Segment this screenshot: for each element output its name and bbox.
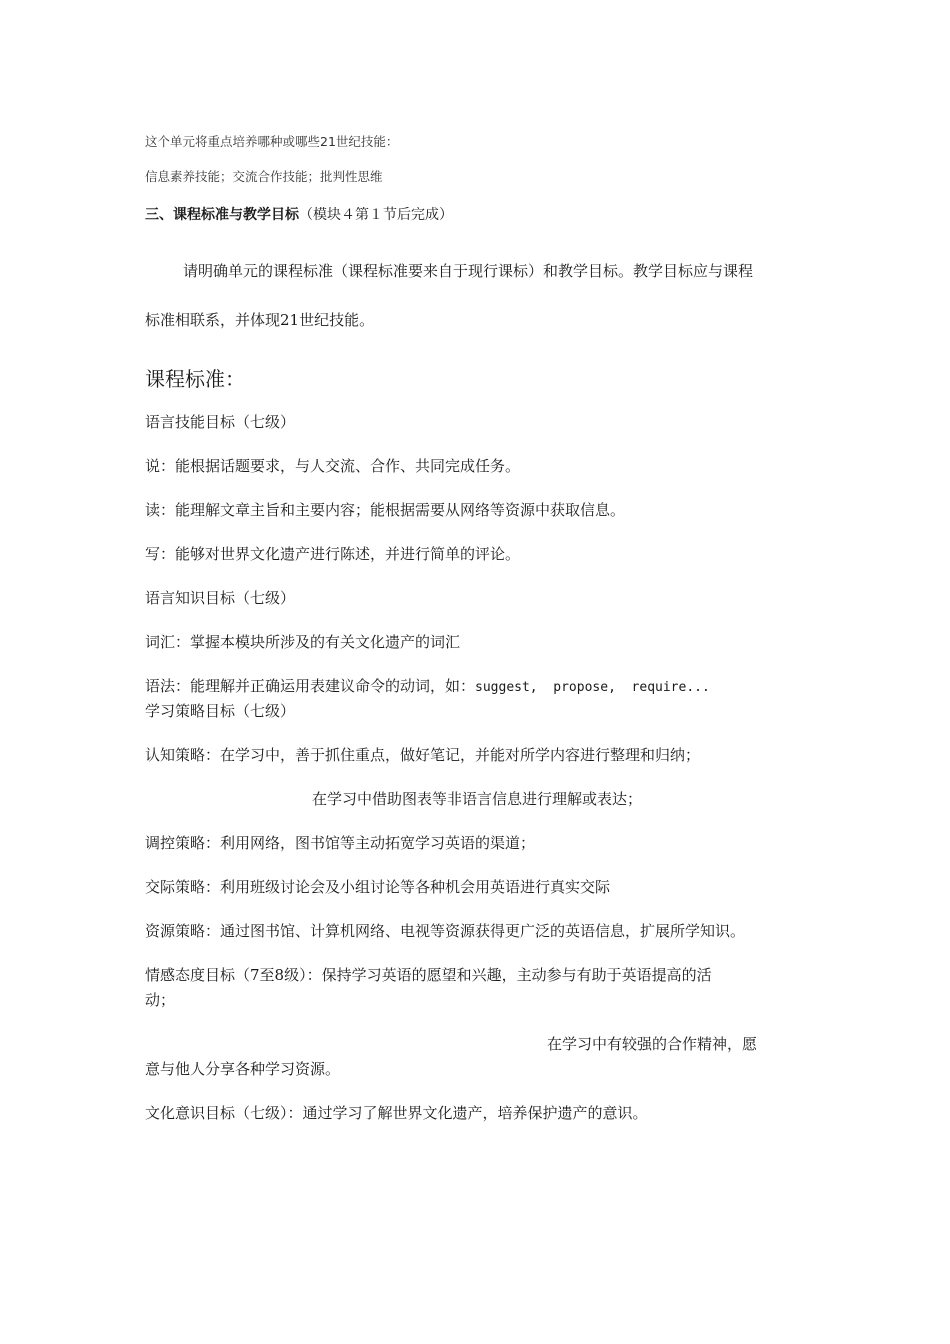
cognitive-strategy-1: 认知策略：在学习中，善于抓住重点，做好笔记，并能对所学内容进行整理和归纳；: [145, 746, 701, 764]
standards-heading: 课程标准：: [145, 367, 245, 391]
affect-goal-line-1: 情感态度目标（7至8级）：保持学习英语的愿望和兴趣，主动参与有助于英语提高的活: [145, 966, 712, 984]
cognitive-strategy-2: 在学习中借助图表等非语言信息进行理解或表达；: [312, 790, 643, 808]
grammar-goal: [145, 676, 710, 698]
vocabulary-goal: 词汇：掌握本模块所涉及的有关文化遗产的词汇: [145, 633, 461, 651]
learning-strategies-title: 学习策略目标（七级）: [145, 702, 296, 720]
speaking-goal: 说：能根据话题要求，与人交流、合作、共同完成任务。: [145, 457, 521, 475]
grammar-examples: suggest, propose, require...: [475, 680, 710, 695]
communicative-strategy: 交际策略：利用班级讨论会及小组讨论等各种机会用英语进行真实交际: [145, 878, 611, 896]
section-heading: [145, 205, 453, 225]
section-note: （模块４第１节后完成）: [299, 207, 453, 223]
grammar-prefix: 语法：能理解并正确运用表建议命令的动词，如：: [145, 677, 476, 695]
regulatory-strategy: 调控策略：利用网络，图书馆等主动拓宽学习英语的渠道；: [145, 834, 536, 852]
writing-goal: 写：能够对世界文化遗产进行陈述，并进行简单的评论。: [145, 545, 521, 563]
affect-goal-line-2: 动；: [145, 991, 176, 1009]
affect-goal-line-3: 在学习中有较强的合作精神，愿: [547, 1035, 758, 1053]
reading-goal: 读：能理解文章主旨和主要内容；能根据需要从网络等资源中获取信息。: [145, 501, 626, 519]
section-title: 三、课程标准与教学目标: [145, 207, 299, 223]
instruction-line-1: 请明确单元的课程标准（课程标准要来自于现行课标）和教学目标。教学目标应与课程: [183, 262, 754, 280]
instruction-line-2: 标准相联系，并体现21世纪技能。: [145, 311, 375, 329]
intro-answer: 信息素养技能；交流合作技能；批判性思维: [145, 169, 383, 184]
resource-strategy: 资源策略：通过图书馆、计算机网络、电视等资源获得更广泛的英语信息，扩展所学知识。: [145, 922, 746, 940]
intro-question: 这个单元将重点培养哪种或哪些21世纪技能：: [145, 134, 399, 149]
language-skills-title: 语言技能目标（七级）: [145, 413, 296, 431]
language-knowledge-title: 语言知识目标（七级）: [145, 589, 296, 607]
culture-goal: 文化意识目标（七级）：通过学习了解世界文化遗产，培养保护遗产的意识。: [145, 1104, 648, 1122]
affect-goal-line-4: 意与他人分享各种学习资源。: [145, 1060, 341, 1078]
